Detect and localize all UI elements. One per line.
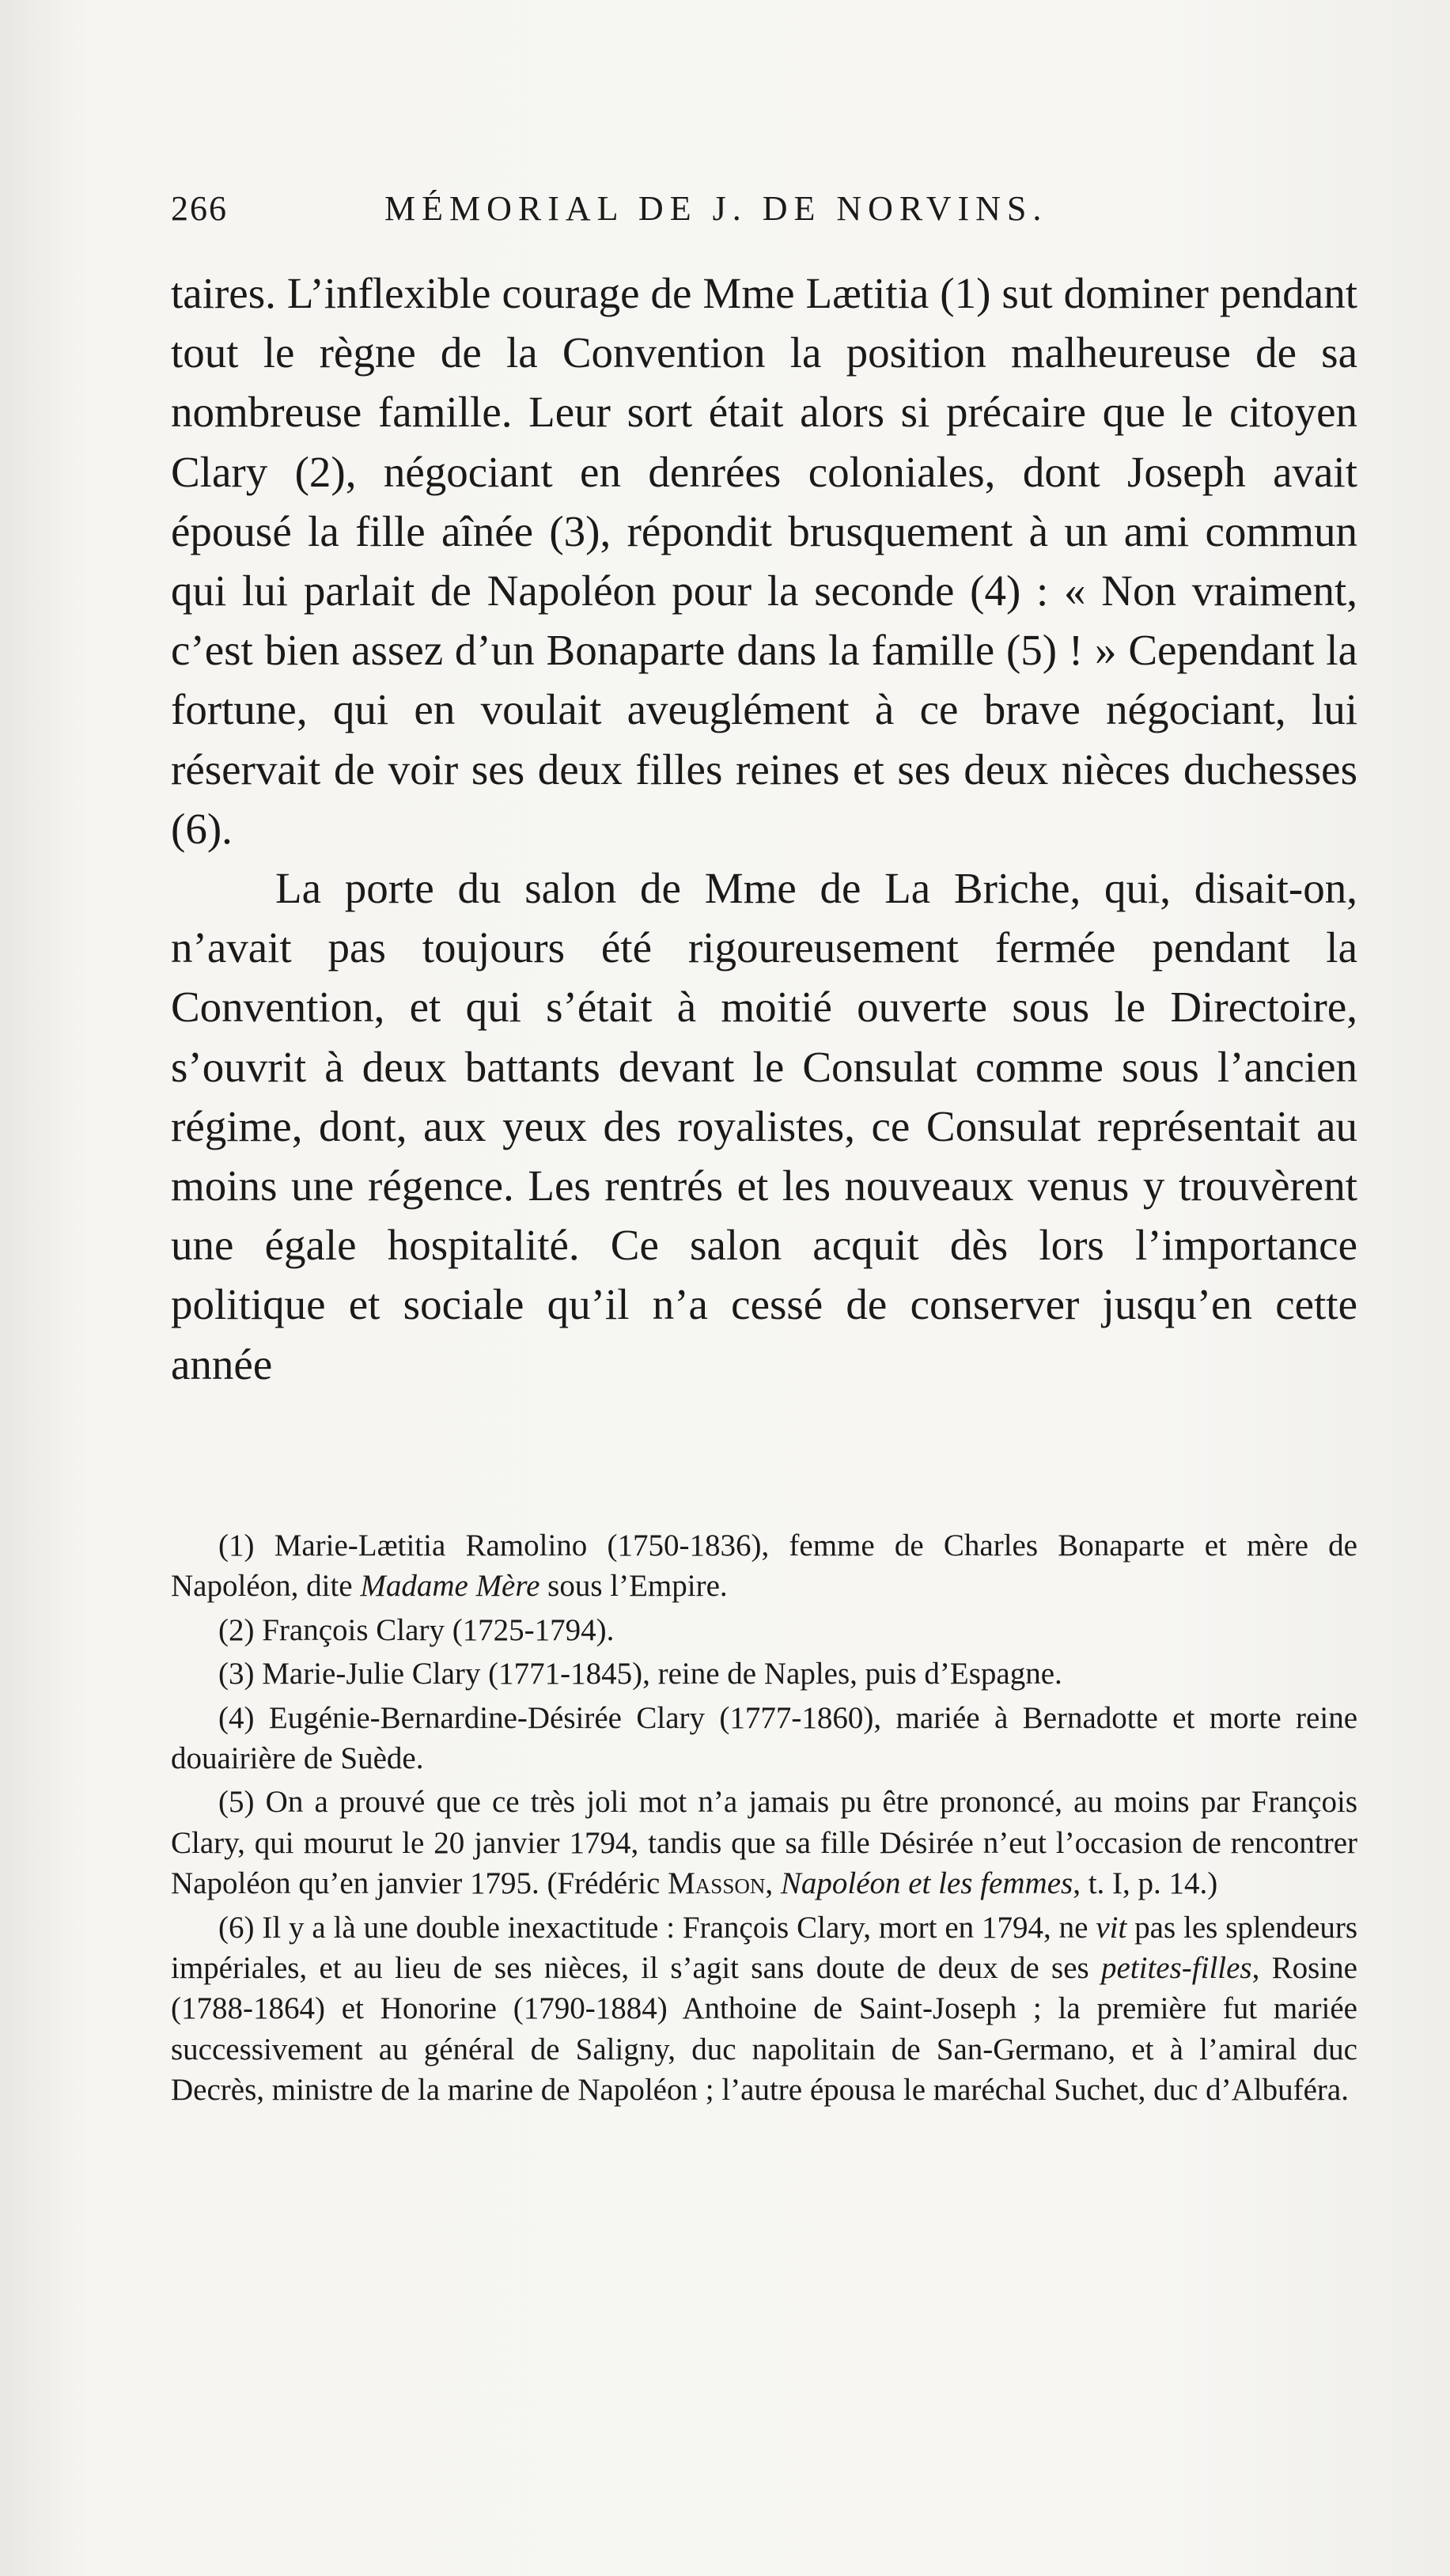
footnote-1-italic: Madame Mère — [360, 1569, 540, 1604]
paragraph-1: taires. L’inflexible courage de Mme Lætitia (1) sut dominer pendant tout le règne de la Convention la position malheureuse de sa nombreuse famille. Leur sort était alors si précaire que le citoyen Clary (2), négociant en denrées coloniales, dont Joseph avait épousé la fille aînée (3), répondit brusquement à un ami commun qui lui parlait de Napoléon pour la seconde (4) : « Non vraiment, c’est bien assez d’un Bonaparte dans la famille (5) ! » Cependant la fortune, qui en voulait aveuglément à ce brave négociant, lui réservait de voir ses deux filles reines et ses deux nièces duchesses (6). — [171, 269, 1357, 853]
footnote-6-italic-a: vit — [1096, 1910, 1127, 1945]
footnote-4-text: Eugénie-Bernardine-Désirée Clary (1777-1860), mariée à Bernadotte et morte reine douairière de Suède. — [171, 1700, 1358, 1776]
footnote-1 — [171, 1525, 1357, 1607]
footnote-6-number: (6) — [218, 1910, 255, 1945]
footnote-6 — [171, 1907, 1357, 2111]
footnote-3-number: (3) — [218, 1657, 255, 1691]
footnote-2-number: (2) — [218, 1612, 255, 1647]
footnotes — [171, 1525, 1357, 2111]
footnote-4-number: (4) — [218, 1700, 255, 1735]
footnote-1-text-a: Marie-Lætitia Ramolino (1750-1836), femme de Charles Bonaparte et mère de Napoléon, dite — [171, 1529, 1357, 1604]
footnote-6-text-b: pas les splendeurs impériales, et au lieu de ses nièces, il s’agit sans doute de deux de ses — [171, 1910, 1358, 1986]
footnote-2-text: François Clary (1725-1794). — [262, 1612, 615, 1647]
footnote-1-text-b: sous l’Empire. — [539, 1569, 728, 1604]
page-header — [171, 188, 1357, 244]
footnote-5-separator: , — [765, 1866, 781, 1901]
running-head: MÉMORIAL DE J. DE NORVINS. — [384, 189, 1048, 228]
main-text — [171, 263, 1357, 1394]
footnote-4 — [171, 1698, 1357, 1779]
footnote-1-number: (1) — [218, 1529, 255, 1563]
footnote-6-text-c: , Rosine (1788-1864) et Honorine (1790-1884) Anthoine de Saint-Joseph ; la première fut mariée successivement au général de Saligny, duc napolitain de San-Germano, et à l’amiral duc Decrès, ministre de la marine de Napoléon ; l’autre épousa le maréchal Suchet, duc d’Albuféra. — [171, 1951, 1357, 2108]
footnote-3 — [171, 1654, 1357, 1694]
paragraph-2: La porte du salon de Mme de La Briche, qui, disait-on, n’avait pas toujours été rigoureusement fermée pendant la Convention, et qui s’était à moitié ouverte sous le Directoire, s’ouvrit à deux battants devant le Consulat comme sous l’ancien régime, dont, aux yeux des royalistes, ce Consulat représentait au moins une régence. Les rentrés et les nouveaux venus y trouvèrent une égale hospitalité. Ce salon acquit dès lors l’importance politique et sociale qu’il n’a cessé de conserver jusqu’en cette année — [171, 864, 1357, 1388]
footnote-5-number: (5) — [218, 1785, 255, 1820]
footnote-5-author: Masson — [668, 1866, 766, 1901]
footnote-2 — [171, 1610, 1357, 1650]
footnote-6-italic-b: petites-filles — [1100, 1951, 1252, 1986]
page-number: 266 — [171, 189, 228, 228]
footnote-5-text-b: , t. I, p. 14.) — [1073, 1866, 1218, 1901]
footnote-5-text-a: On a prouvé que ce très joli mot n’a jamais pu être prononcé, au moins par François Clary, qui mourut le 20 janvier 1794, tandis que sa fille Désirée n’eut l’occasion de rencontrer Napoléon qu’en janvier 1795. (Frédéric — [171, 1785, 1357, 1901]
footnote-5 — [171, 1782, 1357, 1904]
footnote-6-text-a: Il y a là une double inexactitude : François Clary, mort en 1794, ne — [262, 1910, 1096, 1945]
footnote-5-italic: Napoléon et les femmes — [780, 1866, 1073, 1901]
footnote-3-text: Marie-Julie Clary (1771-1845), reine de Naples, puis d’Espagne. — [262, 1657, 1062, 1691]
